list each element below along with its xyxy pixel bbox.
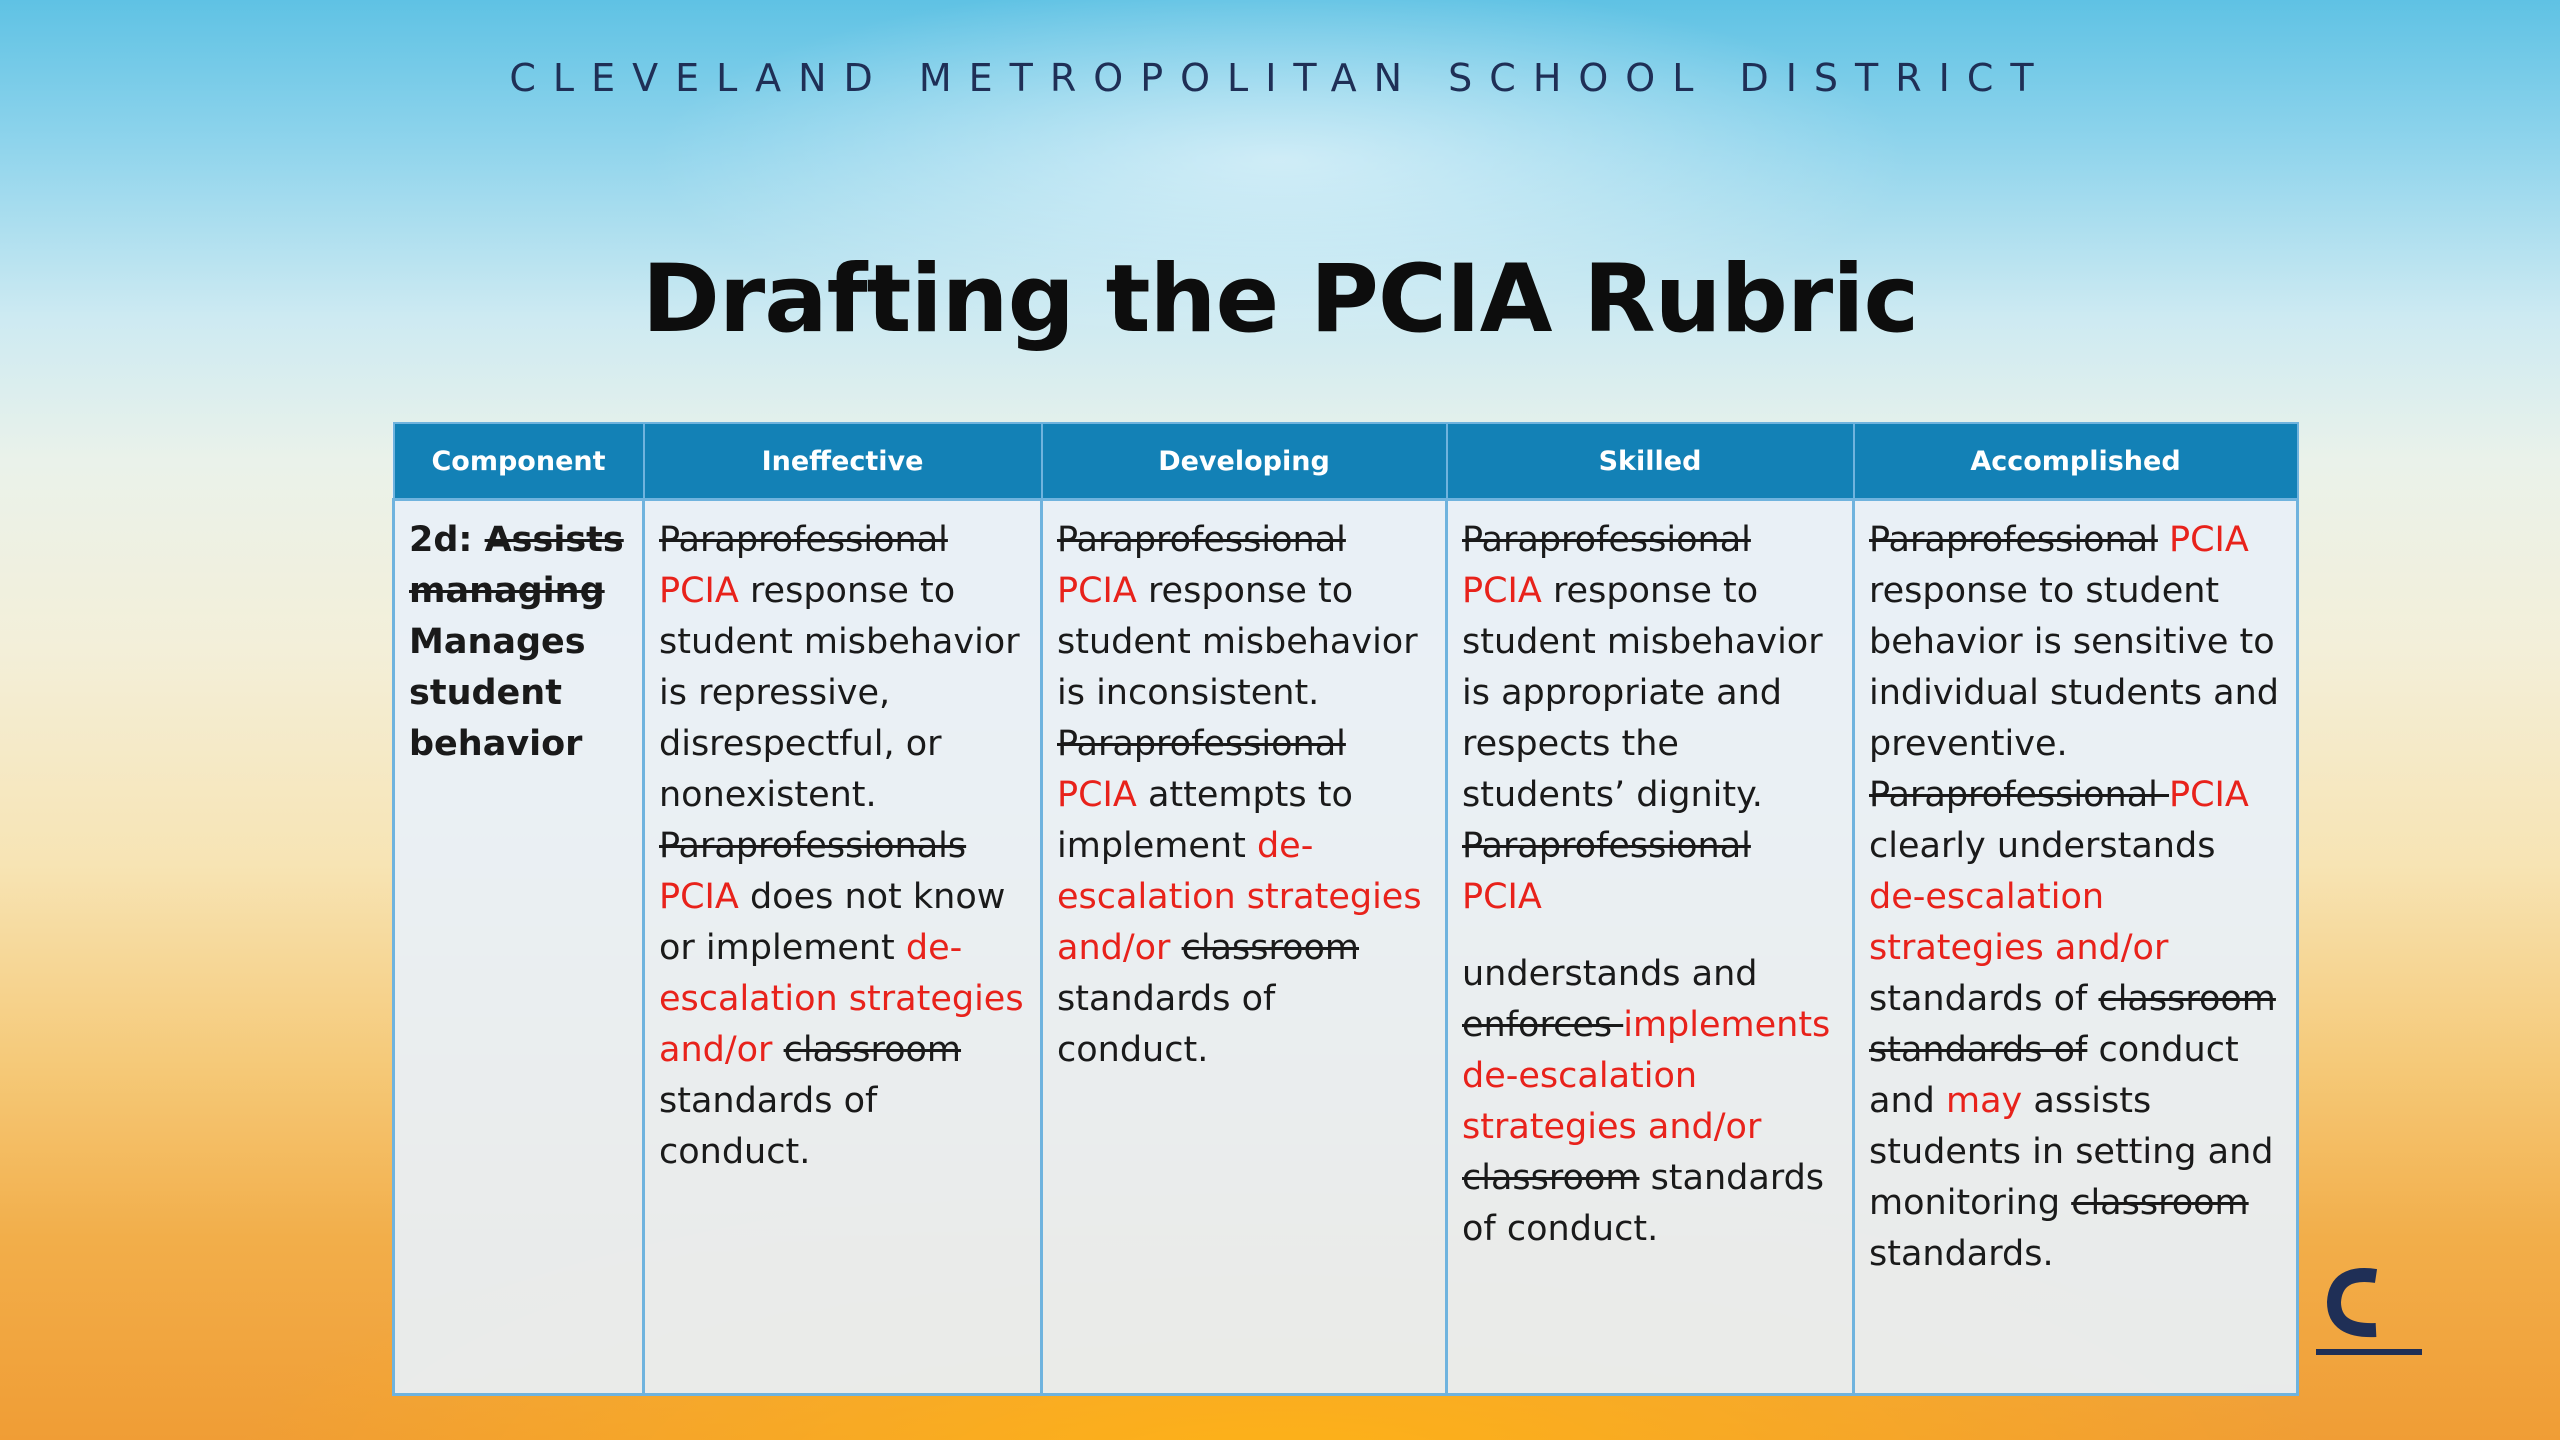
skilled-strike-2: Paraprofessional: [1462, 826, 1751, 866]
developing-text-2: attempts to implement: [1057, 775, 1353, 866]
ineffective-red-3: de-escalation strategies and/or: [659, 928, 1024, 1070]
developing-strike-3: classroom: [1181, 928, 1360, 968]
accomplished-strike-4: classroom: [2071, 1183, 2249, 1223]
ineffective-red-1: PCIA: [659, 571, 739, 611]
ineffective-strike-1: Paraprofessional: [659, 520, 948, 560]
skilled-text-3: standards of conduct.: [1462, 1158, 1825, 1249]
skilled-red-2: PCIA: [1462, 877, 1542, 917]
cell-accomplished: [1854, 500, 2298, 1395]
cell-ineffective: [644, 500, 1042, 1395]
ineffective-strike-2: Paraprofessionals: [659, 826, 967, 866]
accomplished-red-2: PCIA: [2169, 775, 2249, 815]
district-name: CLEVELAND METROPOLITAN SCHOOL DISTRICT: [509, 56, 2051, 100]
skilled-red-3: implements de-escalation strategies and/or: [1462, 1005, 1831, 1147]
developing-strike-2: Paraprofessional: [1057, 724, 1346, 764]
component-text: Manages student behavior: [409, 622, 586, 764]
accomplished-text-7: standards.: [1869, 1234, 2054, 1274]
accomplished-text-1: response to student behavior is sensitive to individual students and preventive.: [1869, 571, 2279, 764]
skilled-strike-1: Paraprofessional: [1462, 520, 1751, 560]
accomplished-red-4: may: [1945, 1081, 2023, 1121]
skilled-text-1: response to student misbehavior is appropriate and respects the students’ dignity.: [1462, 571, 1823, 815]
developing-text-1: response to student misbehavior is inconsistent.: [1057, 571, 1418, 713]
component-strike-assists: Assists: [484, 520, 624, 560]
district-logo-icon: [2296, 1240, 2426, 1370]
ineffective-red-2: PCIA: [659, 877, 739, 917]
developing-red-3: de-escalation strategies and/or: [1057, 826, 1422, 968]
component-strike-managing: managing: [409, 571, 605, 611]
accomplished-text-3: standards of: [1869, 979, 2099, 1019]
accomplished-text-2: clearly understands: [1869, 826, 2216, 866]
skilled-strike-3: enforces: [1462, 1005, 1624, 1045]
developing-red-2: PCIA: [1057, 775, 1137, 815]
header-ineffective: Ineffective: [644, 423, 1042, 500]
developing-text-3: standards of conduct.: [1057, 979, 1276, 1070]
skilled-strike-4: classroom: [1462, 1158, 1640, 1198]
skilled-text-2: understands and: [1462, 954, 1758, 994]
accomplished-strike-3: classroom standards of: [1869, 979, 2276, 1070]
cell-developing: [1042, 500, 1447, 1395]
slide-title: Drafting the PCIA Rubric: [641, 245, 1919, 354]
rubric-table: [392, 422, 2299, 1396]
cell-component: [394, 500, 644, 1395]
skilled-paragraph-gap: [1462, 923, 1838, 949]
accomplished-red-1: PCIA: [2157, 520, 2249, 560]
cell-skilled: [1447, 500, 1854, 1395]
developing-strike-1: Paraprofessional: [1057, 520, 1346, 560]
accomplished-text-5: assists: [2022, 1081, 2152, 1121]
header-skilled: Skilled: [1447, 423, 1854, 500]
header-component: Component: [394, 423, 644, 500]
accomplished-strike-2: Paraprofessional: [1869, 775, 2170, 815]
header-accomplished: Accomplished: [1854, 423, 2298, 500]
rubric-row-2d: [394, 500, 2298, 1395]
accomplished-text-6: students in setting and monitoring: [1869, 1132, 2274, 1223]
developing-red-1: PCIA: [1057, 571, 1137, 611]
accomplished-red-3: de-escalation strategies and/or: [1869, 877, 2169, 968]
rubric-header-row: [394, 423, 2298, 500]
ineffective-text-1: response to student misbehavior is repressive, disrespectful, or nonexistent.: [659, 571, 1020, 815]
accomplished-text-4: conduct and: [1869, 1030, 2239, 1121]
component-prefix: 2d:: [409, 520, 485, 560]
skilled-red-1: PCIA: [1462, 571, 1542, 611]
header-developing: Developing: [1042, 423, 1447, 500]
ineffective-text-2: does not know or implement: [659, 877, 1006, 968]
accomplished-strike-1: Paraprofessional: [1869, 520, 2158, 560]
ineffective-strike-3: classroom: [783, 1030, 962, 1070]
ineffective-text-3: standards of conduct.: [659, 1081, 878, 1172]
